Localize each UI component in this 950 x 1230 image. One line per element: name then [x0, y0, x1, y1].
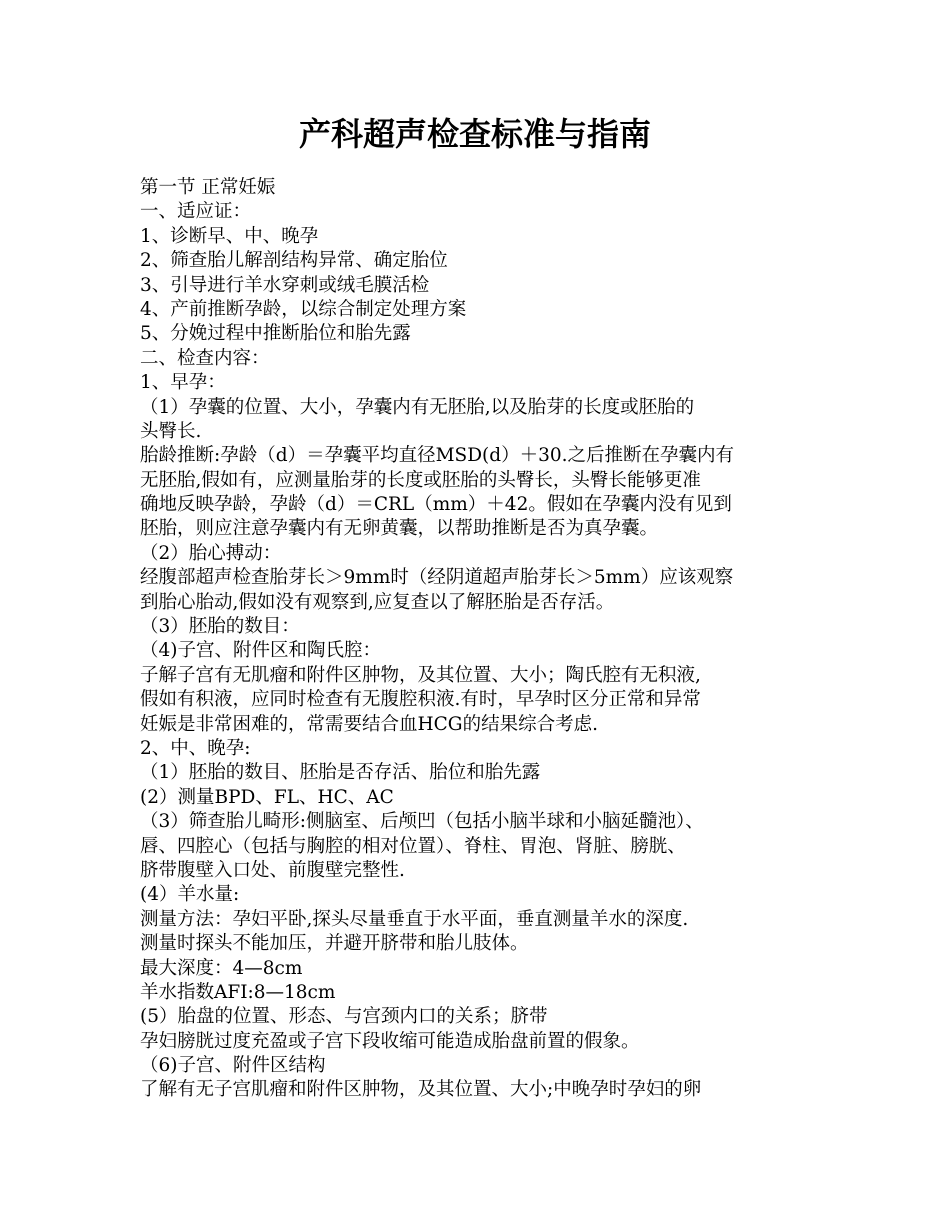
document-body: [140, 176, 820, 1103]
text-line: 子解子宫有无肌瘤和附件区肿物，及其位置、大小；陶氏腔有无积液,: [140, 664, 701, 686]
text-line: 最大深度：4—8cm: [140, 957, 303, 979]
text-line: （3）筛查胎儿畸形:侧脑室、后颅凹（包括小脑半球和小脑延髓池）、: [140, 811, 704, 833]
text-line: (2）测量BPD、FL、HC、AC: [140, 786, 394, 808]
text-line: （1）孕囊的位置、大小，孕囊内有无胚胎,以及胎芽的长度或胚胎的: [140, 396, 695, 418]
text-line: 经腹部超声检查胎芽长＞9mm时（经阴道超声胎芽长＞5mm）应该观察: [140, 567, 734, 589]
text-line: 唇、四腔心（包括与胸腔的相对位置）、脊柱、胃泡、肾脏、膀胱、: [140, 835, 686, 857]
text-line: 二、检查内容：: [140, 347, 270, 369]
text-line: 2、中、晚孕:: [140, 737, 251, 759]
text-line: 脐带腹壁入口处、前腹壁完整性.: [140, 859, 405, 881]
text-line: （4)子宫、附件区和陶氏腔：: [140, 640, 381, 662]
text-line: 确地反映孕龄，孕龄（d）＝CRL（mm）＋42。假如在孕囊内没有见到: [140, 494, 732, 516]
text-line: 到胎心胎动,假如没有观察到,应复查以了解胚胎是否存活。: [140, 591, 615, 613]
text-line: (4）羊水量:: [140, 884, 240, 906]
text-line: 3、引导进行羊水穿刺或绒毛膜活检: [140, 274, 430, 296]
text-line: 1、早孕：: [140, 372, 226, 394]
text-line: (5）胎盘的位置、形态、与宫颈内口的关系；脐带: [140, 1006, 548, 1028]
text-line: 4、产前推断孕龄，以综合制定处理方案: [140, 298, 467, 320]
text-line: 一、适应证：: [140, 201, 252, 223]
text-line: （2）胎心搏动：: [140, 542, 282, 564]
text-line: 羊水指数AFI:8—18cm: [140, 981, 336, 1003]
text-line: 1、诊断早、中、晚孕: [140, 225, 319, 247]
text-line: 5、分娩过程中推断胎位和胎先露: [140, 323, 411, 345]
text-line: 胚胎，则应注意孕囊内有无卵黄囊，以帮助推断是否为真孕囊。: [140, 518, 659, 540]
document-title: 产科超声检查标准与指南: [298, 115, 651, 153]
text-line: 妊娠是非常困难的，常需要结合血HCG的结果综合考虑.: [140, 713, 598, 735]
text-line: 假如有积液，应同时检查有无腹腔积液.有时，早孕时区分正常和异常: [140, 689, 701, 711]
text-line: 测量时探头不能加压，并避开脐带和胎儿肢体。: [140, 933, 529, 955]
text-line: （3）胚胎的数目：: [140, 616, 300, 638]
text-line: 2、筛查胎儿解剖结构异常、确定胎位: [140, 250, 448, 272]
text-line: 无胚胎,假如有，应测量胎芽的长度或胚胎的头臀长，头臀长能够更准: [140, 469, 701, 491]
text-line: 了解有无子宫肌瘤和附件区肿物，及其位置、大小;中晚孕时孕妇的卵: [140, 1079, 702, 1101]
text-line: （1）胚胎的数目、胚胎是否存活、胎位和胎先露: [140, 762, 541, 784]
text-line: 头臀长.: [140, 420, 202, 442]
text-line: 孕妇膀胱过度充盈或子宫下段收缩可能造成胎盘前置的假象。: [140, 1030, 640, 1052]
text-line: （6)子宫、附件区结构: [140, 1055, 326, 1077]
text-line: 胎龄推断:孕龄（d）＝孕囊平均直径MSD(d）＋30.之后推断在孕囊内有: [140, 445, 735, 467]
text-line: 测量方法：孕妇平卧,探头尽量垂直于水平面，垂直测量羊水的深度.: [140, 908, 689, 930]
text-line: 第一节 正常妊娠: [140, 177, 276, 198]
